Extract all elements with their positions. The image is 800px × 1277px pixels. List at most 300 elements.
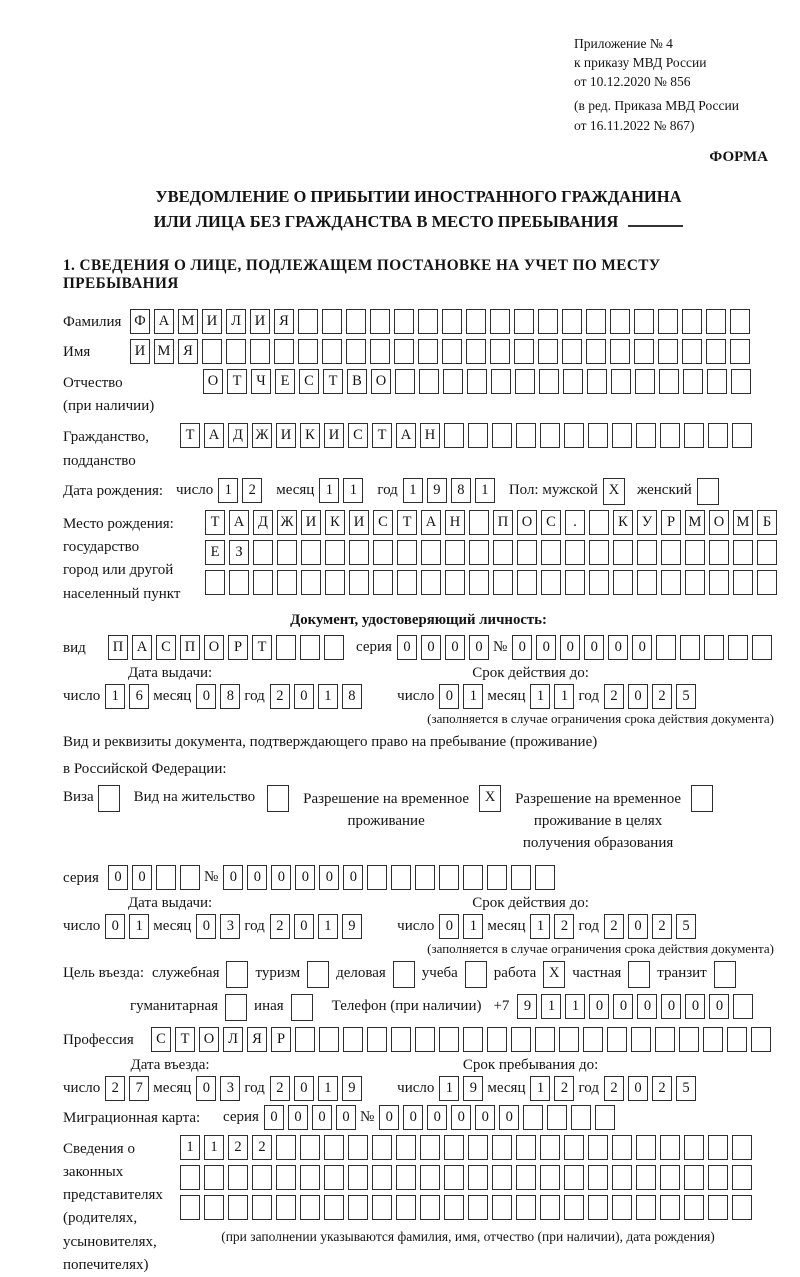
- form-cell[interactable]: [267, 785, 289, 812]
- form-cell[interactable]: [276, 1165, 296, 1190]
- form-cell[interactable]: [612, 1165, 632, 1190]
- form-cell[interactable]: 1: [204, 1135, 224, 1160]
- form-cell[interactable]: 0: [403, 1105, 423, 1130]
- form-cell[interactable]: [589, 540, 609, 565]
- form-cell[interactable]: [514, 339, 534, 364]
- form-cell[interactable]: [253, 570, 273, 595]
- form-cell[interactable]: 0: [536, 635, 556, 660]
- form-cell[interactable]: [706, 309, 726, 334]
- form-cell[interactable]: 2: [252, 1135, 272, 1160]
- form-cell[interactable]: [442, 339, 462, 364]
- form-cell[interactable]: [613, 570, 633, 595]
- form-cell[interactable]: М: [154, 339, 174, 364]
- form-cell[interactable]: 2: [554, 1076, 574, 1101]
- form-cell[interactable]: 9: [463, 1076, 483, 1101]
- form-cell[interactable]: [685, 570, 705, 595]
- form-cell[interactable]: [325, 540, 345, 565]
- form-cell[interactable]: 2: [652, 1076, 672, 1101]
- form-cell[interactable]: 0: [319, 865, 339, 890]
- form-cell[interactable]: А: [154, 309, 174, 334]
- form-cell[interactable]: 0: [512, 635, 532, 660]
- form-cell[interactable]: З: [229, 540, 249, 565]
- form-cell[interactable]: [611, 369, 631, 394]
- form-cell[interactable]: 1: [318, 914, 338, 939]
- form-cell[interactable]: [490, 309, 510, 334]
- form-cell[interactable]: 0: [264, 1105, 284, 1130]
- form-cell[interactable]: [445, 570, 465, 595]
- form-cell[interactable]: 3: [220, 914, 240, 939]
- form-cell[interactable]: [547, 1105, 567, 1130]
- form-cell[interactable]: [396, 1165, 416, 1190]
- form-cell[interactable]: [660, 1195, 680, 1220]
- form-cell[interactable]: 0: [608, 635, 628, 660]
- form-cell[interactable]: С: [373, 510, 393, 535]
- form-cell[interactable]: [631, 1027, 651, 1052]
- form-cell[interactable]: Н: [445, 510, 465, 535]
- form-cell[interactable]: 0: [397, 635, 417, 660]
- form-cell[interactable]: [628, 961, 650, 988]
- form-cell[interactable]: [703, 1027, 723, 1052]
- form-cell[interactable]: С: [299, 369, 319, 394]
- form-cell[interactable]: 0: [445, 635, 465, 660]
- form-cell[interactable]: [322, 309, 342, 334]
- form-cell[interactable]: [516, 1135, 536, 1160]
- form-cell[interactable]: [180, 865, 200, 890]
- form-cell[interactable]: 2: [105, 1076, 125, 1101]
- form-cell[interactable]: X: [543, 961, 565, 988]
- form-cell[interactable]: [444, 423, 464, 448]
- form-cell[interactable]: М: [733, 510, 753, 535]
- form-cell[interactable]: [658, 309, 678, 334]
- form-cell[interactable]: Е: [275, 369, 295, 394]
- form-cell[interactable]: [298, 309, 318, 334]
- form-cell[interactable]: 2: [270, 1076, 290, 1101]
- form-cell[interactable]: [420, 1135, 440, 1160]
- form-cell[interactable]: И: [276, 423, 296, 448]
- form-cell[interactable]: [731, 369, 751, 394]
- form-cell[interactable]: [751, 1027, 771, 1052]
- form-cell[interactable]: 0: [584, 635, 604, 660]
- form-cell[interactable]: Р: [661, 510, 681, 535]
- form-cell[interactable]: [463, 1027, 483, 1052]
- form-cell[interactable]: 0: [271, 865, 291, 890]
- form-cell[interactable]: [589, 570, 609, 595]
- form-cell[interactable]: К: [325, 510, 345, 535]
- form-cell[interactable]: [685, 540, 705, 565]
- form-cell[interactable]: [516, 1165, 536, 1190]
- form-cell[interactable]: 2: [270, 684, 290, 709]
- form-cell[interactable]: 0: [451, 1105, 471, 1130]
- form-cell[interactable]: [586, 309, 606, 334]
- form-cell[interactable]: 2: [652, 914, 672, 939]
- form-cell[interactable]: 1: [530, 914, 550, 939]
- form-cell[interactable]: [541, 570, 561, 595]
- form-cell[interactable]: [349, 540, 369, 565]
- form-cell[interactable]: X: [603, 478, 625, 505]
- form-cell[interactable]: [418, 309, 438, 334]
- form-cell[interactable]: [732, 1195, 752, 1220]
- form-cell[interactable]: 0: [469, 635, 489, 660]
- form-cell[interactable]: [511, 1027, 531, 1052]
- form-cell[interactable]: Ж: [277, 510, 297, 535]
- form-cell[interactable]: [202, 339, 222, 364]
- form-cell[interactable]: [714, 961, 736, 988]
- form-cell[interactable]: 1: [403, 478, 423, 503]
- form-cell[interactable]: [679, 1027, 699, 1052]
- form-cell[interactable]: 0: [294, 1076, 314, 1101]
- form-cell[interactable]: [730, 339, 750, 364]
- form-cell[interactable]: [535, 1027, 555, 1052]
- form-cell[interactable]: [325, 570, 345, 595]
- form-cell[interactable]: [252, 1195, 272, 1220]
- form-cell[interactable]: [349, 570, 369, 595]
- form-cell[interactable]: 1: [105, 684, 125, 709]
- form-cell[interactable]: 2: [554, 914, 574, 939]
- form-cell[interactable]: [348, 1135, 368, 1160]
- form-cell[interactable]: 2: [604, 914, 624, 939]
- form-cell[interactable]: [492, 1195, 512, 1220]
- form-cell[interactable]: [372, 1165, 392, 1190]
- form-cell[interactable]: А: [396, 423, 416, 448]
- form-cell[interactable]: [517, 570, 537, 595]
- form-cell[interactable]: [682, 309, 702, 334]
- form-cell[interactable]: [709, 540, 729, 565]
- form-cell[interactable]: [655, 1027, 675, 1052]
- form-cell[interactable]: [391, 1027, 411, 1052]
- form-cell[interactable]: [253, 540, 273, 565]
- form-cell[interactable]: И: [250, 309, 270, 334]
- form-cell[interactable]: О: [199, 1027, 219, 1052]
- form-cell[interactable]: [322, 339, 342, 364]
- form-cell[interactable]: П: [108, 635, 128, 660]
- form-cell[interactable]: [469, 540, 489, 565]
- form-cell[interactable]: [324, 1135, 344, 1160]
- form-cell[interactable]: [541, 540, 561, 565]
- form-cell[interactable]: [697, 478, 719, 505]
- form-cell[interactable]: [444, 1195, 464, 1220]
- form-cell[interactable]: [444, 1165, 464, 1190]
- form-cell[interactable]: [565, 570, 585, 595]
- form-cell[interactable]: [415, 1027, 435, 1052]
- form-cell[interactable]: [752, 635, 772, 660]
- form-cell[interactable]: [708, 1195, 728, 1220]
- form-cell[interactable]: [612, 423, 632, 448]
- form-cell[interactable]: 5: [676, 1076, 696, 1101]
- form-cell[interactable]: И: [349, 510, 369, 535]
- form-cell[interactable]: И: [130, 339, 150, 364]
- form-cell[interactable]: О: [204, 635, 224, 660]
- form-cell[interactable]: 2: [242, 478, 262, 503]
- form-cell[interactable]: 0: [379, 1105, 399, 1130]
- form-cell[interactable]: [393, 961, 415, 988]
- form-cell[interactable]: Т: [227, 369, 247, 394]
- form-cell[interactable]: [252, 1165, 272, 1190]
- form-cell[interactable]: [708, 1165, 728, 1190]
- form-cell[interactable]: [732, 1135, 752, 1160]
- form-cell[interactable]: [467, 369, 487, 394]
- form-cell[interactable]: [395, 369, 415, 394]
- form-cell[interactable]: О: [203, 369, 223, 394]
- form-cell[interactable]: 8: [342, 684, 362, 709]
- form-cell[interactable]: 0: [421, 635, 441, 660]
- form-cell[interactable]: [610, 309, 630, 334]
- form-cell[interactable]: Ч: [251, 369, 271, 394]
- form-cell[interactable]: [373, 570, 393, 595]
- form-cell[interactable]: [274, 339, 294, 364]
- form-cell[interactable]: [367, 1027, 387, 1052]
- form-cell[interactable]: [397, 570, 417, 595]
- form-cell[interactable]: 1: [318, 684, 338, 709]
- form-cell[interactable]: [373, 540, 393, 565]
- form-cell[interactable]: [732, 423, 752, 448]
- form-cell[interactable]: [229, 570, 249, 595]
- form-cell[interactable]: 1: [530, 1076, 550, 1101]
- form-cell[interactable]: И: [324, 423, 344, 448]
- form-cell[interactable]: [583, 1027, 603, 1052]
- form-cell[interactable]: [636, 1165, 656, 1190]
- form-cell[interactable]: [468, 1195, 488, 1220]
- form-cell[interactable]: 2: [652, 684, 672, 709]
- form-cell[interactable]: [419, 369, 439, 394]
- form-cell[interactable]: [538, 309, 558, 334]
- form-cell[interactable]: Т: [372, 423, 392, 448]
- form-cell[interactable]: 0: [288, 1105, 308, 1130]
- form-cell[interactable]: 0: [105, 914, 125, 939]
- form-cell[interactable]: [346, 309, 366, 334]
- form-cell[interactable]: [636, 1135, 656, 1160]
- form-cell[interactable]: [659, 369, 679, 394]
- form-cell[interactable]: [704, 635, 724, 660]
- form-cell[interactable]: [595, 1105, 615, 1130]
- form-cell[interactable]: Т: [180, 423, 200, 448]
- form-cell[interactable]: [391, 865, 411, 890]
- form-cell[interactable]: 1: [318, 1076, 338, 1101]
- form-cell[interactable]: И: [301, 510, 321, 535]
- form-cell[interactable]: [707, 369, 727, 394]
- form-cell[interactable]: [490, 339, 510, 364]
- form-cell[interactable]: 0: [132, 865, 152, 890]
- form-cell[interactable]: [680, 635, 700, 660]
- form-cell[interactable]: Р: [271, 1027, 291, 1052]
- form-cell[interactable]: [732, 1165, 752, 1190]
- form-cell[interactable]: [348, 1195, 368, 1220]
- form-cell[interactable]: 0: [628, 684, 648, 709]
- form-cell[interactable]: [564, 1135, 584, 1160]
- form-cell[interactable]: [660, 1165, 680, 1190]
- form-cell[interactable]: 0: [295, 865, 315, 890]
- form-cell[interactable]: [226, 339, 246, 364]
- form-cell[interactable]: [613, 540, 633, 565]
- form-cell[interactable]: [588, 1135, 608, 1160]
- form-cell[interactable]: Т: [205, 510, 225, 535]
- form-cell[interactable]: [394, 339, 414, 364]
- form-cell[interactable]: [683, 369, 703, 394]
- form-cell[interactable]: [397, 540, 417, 565]
- form-cell[interactable]: [439, 1027, 459, 1052]
- form-cell[interactable]: О: [371, 369, 391, 394]
- form-cell[interactable]: 1: [554, 684, 574, 709]
- form-cell[interactable]: [684, 1165, 704, 1190]
- form-cell[interactable]: [204, 1195, 224, 1220]
- form-cell[interactable]: [469, 510, 489, 535]
- form-cell[interactable]: [228, 1165, 248, 1190]
- form-cell[interactable]: [540, 1135, 560, 1160]
- form-cell[interactable]: [661, 570, 681, 595]
- form-cell[interactable]: [468, 1165, 488, 1190]
- form-cell[interactable]: [466, 309, 486, 334]
- form-cell[interactable]: 0: [439, 684, 459, 709]
- form-cell[interactable]: [610, 339, 630, 364]
- form-cell[interactable]: [515, 369, 535, 394]
- form-cell[interactable]: [634, 339, 654, 364]
- form-cell[interactable]: 9: [517, 994, 537, 1019]
- form-cell[interactable]: [415, 865, 435, 890]
- form-cell[interactable]: 1: [475, 478, 495, 503]
- form-cell[interactable]: [396, 1135, 416, 1160]
- form-cell[interactable]: 9: [342, 1076, 362, 1101]
- form-cell[interactable]: [439, 865, 459, 890]
- form-cell[interactable]: Б: [757, 510, 777, 535]
- form-cell[interactable]: [343, 1027, 363, 1052]
- form-cell[interactable]: 0: [336, 1105, 356, 1130]
- form-cell[interactable]: [420, 1195, 440, 1220]
- form-cell[interactable]: 0: [294, 914, 314, 939]
- form-cell[interactable]: 0: [613, 994, 633, 1019]
- form-cell[interactable]: [491, 369, 511, 394]
- form-cell[interactable]: [300, 1165, 320, 1190]
- form-cell[interactable]: [180, 1195, 200, 1220]
- form-cell[interactable]: [589, 510, 609, 535]
- form-cell[interactable]: 0: [196, 684, 216, 709]
- form-cell[interactable]: [757, 540, 777, 565]
- form-cell[interactable]: [607, 1027, 627, 1052]
- form-cell[interactable]: [656, 635, 676, 660]
- form-cell[interactable]: 1: [218, 478, 238, 503]
- form-cell[interactable]: [586, 339, 606, 364]
- form-cell[interactable]: [660, 1135, 680, 1160]
- form-cell[interactable]: [517, 540, 537, 565]
- form-cell[interactable]: [277, 540, 297, 565]
- form-cell[interactable]: 1: [530, 684, 550, 709]
- form-cell[interactable]: [516, 423, 536, 448]
- form-cell[interactable]: [465, 961, 487, 988]
- form-cell[interactable]: [301, 540, 321, 565]
- form-cell[interactable]: 1: [565, 994, 585, 1019]
- form-cell[interactable]: А: [132, 635, 152, 660]
- form-cell[interactable]: [539, 369, 559, 394]
- form-cell[interactable]: 2: [270, 914, 290, 939]
- form-cell[interactable]: Т: [252, 635, 272, 660]
- form-cell[interactable]: [564, 1165, 584, 1190]
- form-cell[interactable]: 8: [220, 684, 240, 709]
- form-cell[interactable]: С: [541, 510, 561, 535]
- form-cell[interactable]: [300, 635, 320, 660]
- form-cell[interactable]: 0: [632, 635, 652, 660]
- form-cell[interactable]: [523, 1105, 543, 1130]
- form-cell[interactable]: Р: [228, 635, 248, 660]
- form-cell[interactable]: [324, 635, 344, 660]
- form-cell[interactable]: [565, 540, 585, 565]
- form-cell[interactable]: [730, 309, 750, 334]
- form-cell[interactable]: [708, 1135, 728, 1160]
- form-cell[interactable]: [372, 1135, 392, 1160]
- form-cell[interactable]: [276, 635, 296, 660]
- form-cell[interactable]: Ф: [130, 309, 150, 334]
- form-cell[interactable]: [564, 1195, 584, 1220]
- form-cell[interactable]: [733, 540, 753, 565]
- form-cell[interactable]: [301, 570, 321, 595]
- form-cell[interactable]: [370, 309, 390, 334]
- form-cell[interactable]: 1: [319, 478, 339, 503]
- form-cell[interactable]: [421, 540, 441, 565]
- form-cell[interactable]: 0: [475, 1105, 495, 1130]
- form-cell[interactable]: [469, 570, 489, 595]
- form-cell[interactable]: [493, 570, 513, 595]
- form-cell[interactable]: 8: [451, 478, 471, 503]
- form-cell[interactable]: М: [685, 510, 705, 535]
- form-cell[interactable]: [487, 865, 507, 890]
- form-cell[interactable]: Я: [247, 1027, 267, 1052]
- form-cell[interactable]: [300, 1135, 320, 1160]
- form-cell[interactable]: О: [709, 510, 729, 535]
- form-cell[interactable]: [540, 1165, 560, 1190]
- form-cell[interactable]: В: [347, 369, 367, 394]
- form-cell[interactable]: [564, 423, 584, 448]
- form-cell[interactable]: [466, 339, 486, 364]
- form-cell[interactable]: П: [180, 635, 200, 660]
- form-cell[interactable]: 1: [129, 914, 149, 939]
- form-cell[interactable]: Е: [205, 540, 225, 565]
- form-cell[interactable]: И: [202, 309, 222, 334]
- form-cell[interactable]: 0: [223, 865, 243, 890]
- form-cell[interactable]: [538, 339, 558, 364]
- form-cell[interactable]: 7: [129, 1076, 149, 1101]
- form-cell[interactable]: 0: [685, 994, 705, 1019]
- form-cell[interactable]: [394, 309, 414, 334]
- form-cell[interactable]: [277, 570, 297, 595]
- form-cell[interactable]: С: [151, 1027, 171, 1052]
- form-cell[interactable]: [463, 865, 483, 890]
- form-cell[interactable]: [516, 1195, 536, 1220]
- form-cell[interactable]: [156, 865, 176, 890]
- form-cell[interactable]: [443, 369, 463, 394]
- form-cell[interactable]: [709, 570, 729, 595]
- form-cell[interactable]: 0: [427, 1105, 447, 1130]
- form-cell[interactable]: [492, 1135, 512, 1160]
- form-cell[interactable]: [636, 423, 656, 448]
- form-cell[interactable]: [205, 570, 225, 595]
- form-cell[interactable]: [636, 1195, 656, 1220]
- form-cell[interactable]: 0: [709, 994, 729, 1019]
- form-cell[interactable]: Т: [397, 510, 417, 535]
- form-cell[interactable]: [588, 1165, 608, 1190]
- form-cell[interactable]: [492, 423, 512, 448]
- form-cell[interactable]: [291, 994, 313, 1021]
- form-cell[interactable]: [204, 1165, 224, 1190]
- form-cell[interactable]: 2: [228, 1135, 248, 1160]
- form-cell[interactable]: [180, 1165, 200, 1190]
- form-cell[interactable]: [660, 423, 680, 448]
- form-cell[interactable]: [324, 1195, 344, 1220]
- form-cell[interactable]: [637, 570, 657, 595]
- form-cell[interactable]: [511, 865, 531, 890]
- form-cell[interactable]: Т: [175, 1027, 195, 1052]
- form-cell[interactable]: 6: [129, 684, 149, 709]
- form-cell[interactable]: [727, 1027, 747, 1052]
- form-cell[interactable]: [728, 635, 748, 660]
- form-cell[interactable]: [635, 369, 655, 394]
- form-cell[interactable]: [276, 1135, 296, 1160]
